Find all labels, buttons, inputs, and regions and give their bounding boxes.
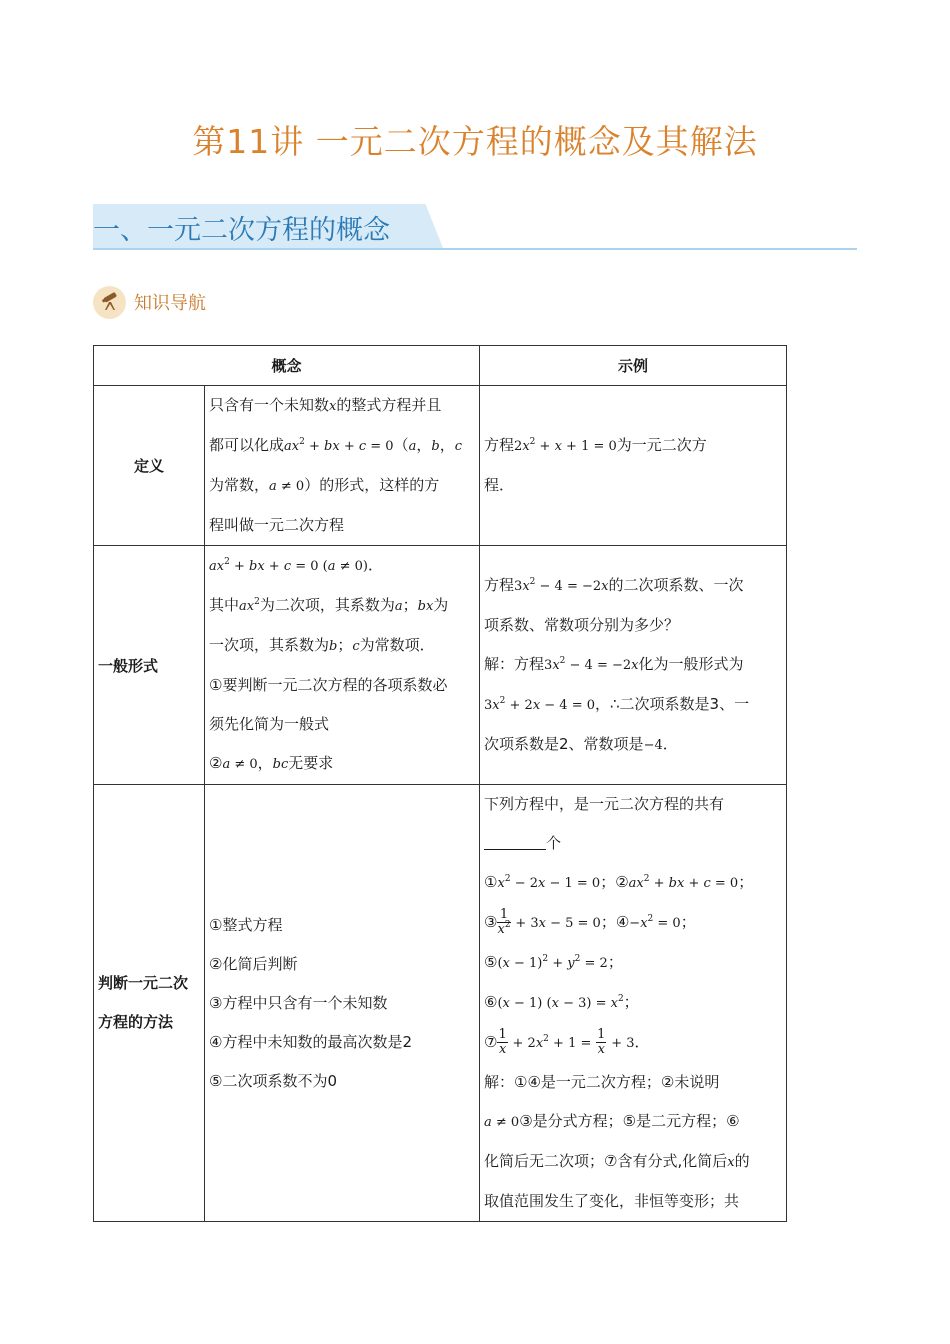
general-form-concept-line: 一次项，其系数为b；c为常数项． [209,636,435,654]
method-concept-line: ⑤二次项系数不为0 [209,1071,337,1090]
knowledge-nav-label: 知识导航 [134,293,206,314]
method-example-line: ⑤(x − $1)^2 + y^2 = 2$； [484,953,623,971]
knowledge-nav-badge [93,285,206,319]
definition-example-cell [480,386,787,546]
definition-example-line: 方程$2x^2 + x + 1 = 0$为一元二次方 [484,436,707,454]
general-form-concept-line: 其中$ax^2$为二次项，其系数为a；bx为 [209,596,449,614]
row-label-general-form: 一般形式 [94,546,205,785]
method-example-line: 个 [484,824,782,863]
table-row-definition [94,386,787,546]
general-form-concept-cell [205,546,480,785]
definition-concept-cell [205,386,480,546]
general-form-concept-line: 须先化简为一般式 [209,715,330,733]
method-example-line: ⑥(x − 1) $(x - 3) = x^2$； [484,993,639,1011]
definition-concept-line: 只含有一个未知数x的整式方程并且 [209,396,442,414]
method-example-line: ③ $\frac{1}{x^2}$ + 3x − 5 = 0；$④-x^2 = 0$； [484,907,696,937]
section-header-rule [93,248,857,250]
telescope-icon [93,286,126,319]
definition-example-line: 程． [484,476,515,494]
method-example-line: a ≠ 0③是分式方程；⑤是二元方程；⑥ [484,1112,740,1130]
general-form-example-line: $3x^2 + 2x - 4 = 0$，∴二次项系数是3、一 [484,694,750,713]
method-example-line: 解：①④是一元二次方程；②未说明 [484,1073,720,1091]
header-concept: 概念 [94,346,480,386]
row-label-definition: 定义 [94,386,205,546]
method-example-line: $①x^2 - 2x - 1 = 0$；$②ax^2$ + bx + c = 0； [484,873,754,891]
definition-concept-line: 都可以化成$ax^2$ + bx + c = 0（a，b，c [209,436,462,454]
table-row-general-form [94,546,787,785]
page-title: 第11讲 一元二次方程的概念及其解法 [192,122,758,161]
general-form-concept-line: ①要判断一元二次方程的各项系数必 [209,676,448,694]
general-form-example-line: 方程$3x^2 - 4 = -2x$的二次项系数、一次 [484,575,744,594]
method-example-cell [480,785,787,1222]
method-label-line: 判断一元二次 [98,974,189,992]
section-header [93,204,857,250]
general-form-example-line: 项系数、常数项分别为多少？ [484,615,680,634]
method-example-line: 下列方程中，是一元二次方程的共有 [484,795,725,813]
general-form-example-line: 解：方程$3x^2 - 4 = -2x$化为一般形式为 [484,654,744,673]
method-example-line: 化简后无二次项；⑦含有分式,化简后x的 [484,1152,750,1170]
table-header-row [94,346,787,386]
header-example: 示例 [480,346,787,386]
method-label-line: 方程的方法 [98,1013,174,1031]
general-form-example-cell [480,546,787,785]
method-example-line: 取值范围发生了变化，非恒等变形；共 [484,1192,740,1210]
row-label-method [94,785,205,1222]
definition-concept-line: 为常数，a ≠ 0）的形式，这样的方 [209,476,440,494]
method-concept-line: ②化简后判断 [209,954,298,973]
table-row-method [94,785,787,1222]
concept-table [93,345,787,1222]
general-form-concept-line: ②a ≠ 0，bc无要求 [209,754,334,772]
method-concept-cell [205,785,480,1222]
method-concept-line: ④方程中未知数的最高次数是2 [209,1032,412,1051]
section-heading: 一、一元二次方程的概念 [93,215,390,246]
method-concept-line: ③方程中只含有一个未知数 [209,993,388,1012]
general-form-concept-line: $ax^2$ + bx + c = 0 (a ≠ 0)． [209,556,384,574]
answer-blank [484,833,546,850]
method-example-line: ⑦ $\frac{1}{x}$ + $2x^2 + 1$ = $\frac{1}{x}$ + 3． [484,1027,650,1057]
general-form-example-line: 次项系数是2、常数项是−4． [484,734,678,753]
method-concept-line: ①整式方程 [209,915,283,934]
definition-concept-line: 程叫做一元二次方程 [209,516,345,534]
